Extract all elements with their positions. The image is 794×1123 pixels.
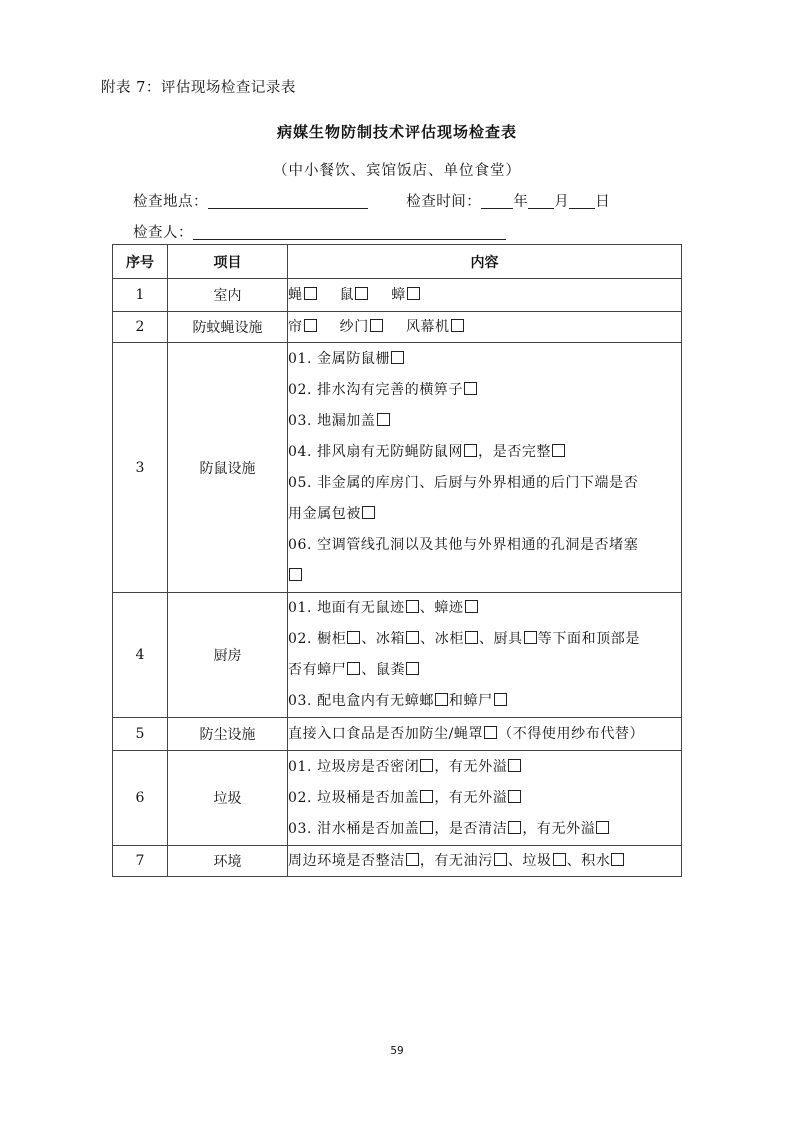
content-text: 05. 非金属的库房门、后厨与外界相通的后门下端是否 [288,474,639,491]
checkbox[interactable] [347,662,360,675]
appendix-label: 附表 7：评估现场检查记录表 [101,80,296,96]
row-item: 垃圾 [168,751,288,846]
content-text: 纱门 [339,318,369,335]
row-item: 室内 [168,279,288,312]
row-content [288,751,682,846]
header-item: 项目 [168,245,288,279]
row-number: 3 [113,343,168,593]
content-text: 直接入口食品是否加防尘/蝇罩 [288,725,484,742]
content-text: ，有无外溢 [434,758,508,775]
content-line [288,499,681,530]
content-text: 、垃圾 [507,852,552,869]
checkbox[interactable] [552,444,565,457]
content-text: ，有无外溢 [522,820,596,837]
content-line [288,437,681,468]
checkbox[interactable] [377,413,390,426]
row-content [288,593,682,718]
year-label: 年 [513,194,529,210]
content-text: 01. 金属防鼠栅 [288,350,391,367]
table-row [113,312,682,343]
content-line [288,850,681,873]
content-text: 、鼠粪 [361,662,406,678]
content-line [288,375,681,406]
location-time-row [133,190,610,211]
content-text: 蟑 [391,286,406,303]
location-label: 检查地点： [133,194,208,210]
content-line [288,593,681,624]
checkbox[interactable] [465,600,478,613]
location-input-line[interactable] [208,192,368,209]
content-line [288,814,681,845]
checkbox[interactable] [435,693,448,706]
content-line [288,561,681,592]
page-number: 59 [390,1045,404,1057]
content-text: （不得使用纱布代替） [498,725,645,742]
checkbox[interactable] [406,662,419,675]
checkbox[interactable] [391,351,404,364]
row-content [288,846,682,877]
row-item: 防尘设施 [168,718,288,751]
content-line [288,752,681,783]
checkbox[interactable] [464,444,477,457]
table-row [113,718,682,751]
table-row [113,846,682,877]
table-row [113,279,682,312]
checkbox[interactable] [553,853,566,866]
checkbox[interactable] [420,759,433,772]
content-text: ，有无外溢 [434,789,508,806]
row-number: 6 [113,751,168,846]
table-row [113,593,682,718]
month-input-line[interactable] [528,192,554,209]
row-content [288,279,682,312]
content-text: 03. 配电盒内有无蟑螂 [288,693,434,709]
content-text: 鼠 [339,286,355,303]
content-text: 03. 地漏加盖 [288,412,376,429]
header-no: 序号 [113,245,168,279]
content-text: 、冰箱 [361,631,406,647]
checkbox[interactable] [420,821,433,834]
row-number: 5 [113,718,168,751]
content-line [288,530,681,561]
content-text: 蝇 [288,286,303,303]
time-label: 检查时间： [406,194,482,210]
table-header-row [113,245,682,279]
content-line [288,686,681,717]
checkbox[interactable] [406,631,419,644]
row-content [288,312,682,343]
document-title: 病媒生物防制技术评估现场检查表 [276,123,517,141]
checkbox[interactable] [508,790,521,803]
content-text: 、冰柜 [420,631,464,647]
header-content: 内容 [288,245,682,279]
checkbox[interactable] [370,319,383,332]
table-body [113,279,682,877]
row-number: 1 [113,279,168,312]
content-line [288,316,681,339]
content-line [288,624,681,655]
content-text: ，是否清洁 [434,820,508,837]
checkbox[interactable] [484,726,497,739]
content-line [288,655,681,686]
content-text: ，是否完整 [478,443,552,460]
inspector-row [133,221,506,242]
checkbox[interactable] [508,759,521,772]
inspector-label: 检查人： [133,225,193,241]
checkbox[interactable] [524,631,537,644]
document-subtitle: （中小餐饮、宾馆饭店、单位食堂） [273,163,521,179]
table-row [113,751,682,846]
row-number: 2 [113,312,168,343]
checkbox[interactable] [304,287,317,300]
checkbox[interactable] [465,631,478,644]
content-text: 用金属包被 [288,505,361,522]
row-number: 4 [113,593,168,718]
content-text: 02. 排水沟有完善的横箅子 [288,381,464,398]
row-item: 防蚊蝇设施 [168,312,288,343]
checkbox[interactable] [494,693,507,706]
content-text: 04. 排风扇有无防蝇防鼠网 [288,443,464,460]
month-label: 月 [554,194,570,210]
year-input-line[interactable] [481,192,513,209]
content-text: 风幕机 [405,318,450,335]
content-text: 06. 空调管线孔洞以及其他与外界相通的孔洞是否堵塞 [288,536,639,553]
row-content [288,343,682,593]
checkbox[interactable] [451,319,464,332]
checkbox[interactable] [611,853,624,866]
row-item: 厨房 [168,593,288,718]
content-line [288,406,681,437]
content-text: 帘 [288,318,303,335]
row-item: 防鼠设施 [168,343,288,593]
content-text: 02. 橱柜 [288,631,347,647]
content-text: 、积水 [566,852,611,869]
content-line [288,344,681,375]
checkbox[interactable] [362,506,375,519]
inspection-table [112,244,682,877]
table-row [113,343,682,593]
content-text: 等下面和顶部是 [537,631,640,647]
checkbox[interactable] [347,631,360,644]
content-line [288,468,681,499]
checkbox[interactable] [420,790,433,803]
checkbox[interactable] [406,600,419,613]
content-line [288,783,681,814]
checkbox[interactable] [494,853,507,866]
checkbox[interactable] [304,319,317,332]
content-line [288,284,681,307]
content-text: 03. 泔水桶是否加盖 [288,820,420,837]
content-text: 周边环境是否整洁 [288,852,405,869]
checkbox[interactable] [406,853,419,866]
content-text: 01. 垃圾房是否密闭 [288,758,420,775]
checkbox[interactable] [508,821,521,834]
checkbox[interactable] [464,382,477,395]
day-input-line[interactable] [569,192,595,209]
content-text: 和蟑尸 [448,693,493,709]
content-text: 、厨具 [478,631,523,647]
row-number: 7 [113,846,168,877]
inspector-input-line[interactable] [193,223,506,240]
checkbox[interactable] [289,568,302,581]
content-text: 01. 地面有无鼠迹 [288,600,405,616]
row-content [288,718,682,751]
day-label: 日 [595,194,611,210]
checkbox[interactable] [355,287,368,300]
checkbox[interactable] [596,821,609,834]
content-text: ，有无油污 [419,852,493,869]
content-line [288,723,681,746]
content-text: 否有蟑尸 [288,662,347,678]
row-item: 环境 [168,846,288,877]
content-text: 、蟑迹 [419,600,464,616]
checkbox[interactable] [407,287,420,300]
content-text: 02. 垃圾桶是否加盖 [288,789,420,806]
